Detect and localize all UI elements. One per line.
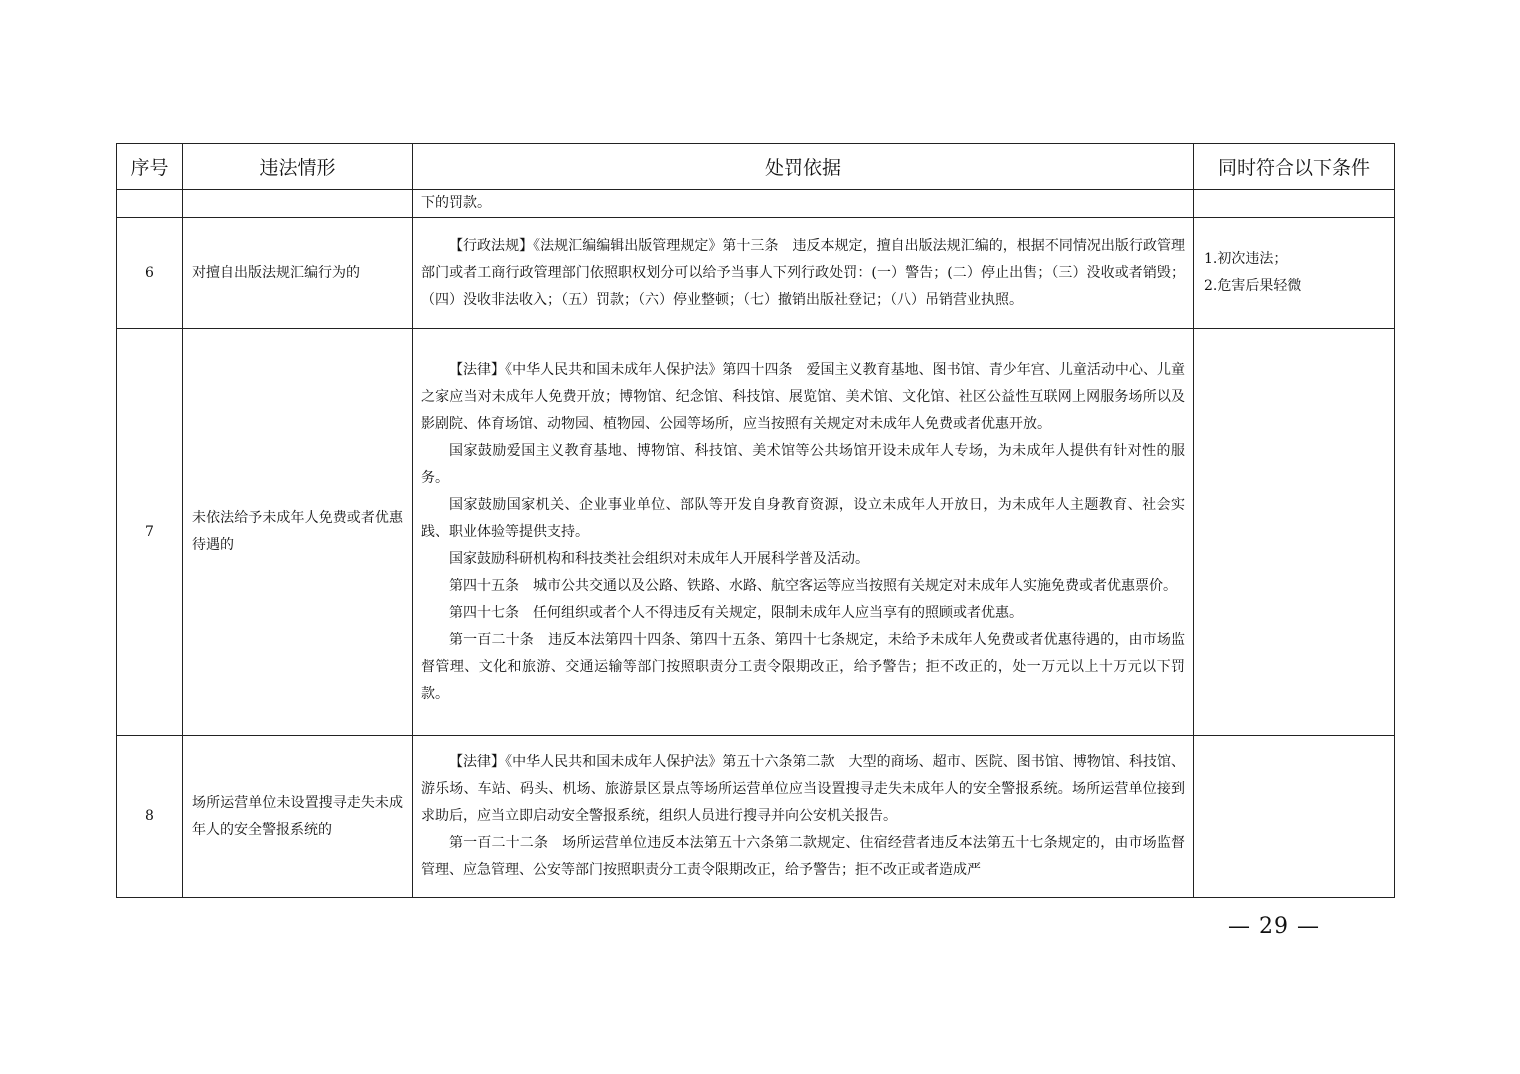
header-conditions: 同时符合以下条件 — [1194, 144, 1395, 190]
cell-conditions — [1194, 190, 1395, 218]
cell-no: 7 — [117, 329, 183, 736]
basis-paragraph: 国家鼓励科研机构和科技类社会组织对未成年人开展科学普及活动。 — [449, 550, 869, 567]
cell-basis — [413, 218, 1194, 329]
basis-paragraph: 【法律】《中华人民共和国未成年人保护法》第四十四条 爱国主义教育基地、图书馆、青少年宫、儿童活动中心、儿童之家应当对未成年人免费开放；博物馆、纪念馆、科技馆、展览馆、美术馆、文化馆、社区公益性互联网上网服务场所以及影剧院、体育场馆、动物园、植物园、公园等场所，应当按照有关规定对未成年人免费或者优惠开放。 — [421, 361, 1185, 432]
cell-case — [183, 329, 413, 736]
cell-conditions — [1194, 329, 1395, 736]
cell-basis — [413, 736, 1194, 898]
penalty-table — [116, 143, 1395, 898]
basis-paragraph: 第四十七条 任何组织或者个人不得违反有关规定，限制未成年人应当享有的照顾或者优惠。 — [449, 604, 1023, 621]
basis-paragraph: 国家鼓励爱国主义教育基地、博物馆、科技馆、美术馆等公共场馆开设未成年人专场，为未成年人提供有针对性的服务。 — [421, 442, 1185, 486]
header-basis: 处罚依据 — [413, 144, 1194, 190]
basis-paragraph: 国家鼓励国家机关、企业事业单位、部队等开发自身教育资源，设立未成年人开放日，为未成年人主题教育、社会实践、职业体验等提供支持。 — [421, 496, 1185, 540]
cell-basis — [413, 329, 1194, 736]
header-no: 序号 — [117, 144, 183, 190]
basis-paragraph: 下的罚款。 — [421, 195, 491, 211]
basis-paragraph: 【行政法规】《法规汇编编辑出版管理规定》第十三条 违反本规定，擅自出版法规汇编的，根据不同情况出版行政管理部门或者工商行政管理部门依照职权划分可以给予当事人下列行政处罚：(一）警告；(二）停止出售；（三）没收或者销毁；（四）没收非法收入；（五）罚款；（六）停业整顿；（七）撤销出版社登记；（八）吊销营业执照。 — [421, 237, 1185, 308]
table-row — [117, 329, 1395, 736]
table-row-continuation — [117, 190, 1395, 218]
cell-case — [183, 736, 413, 898]
cell-case — [183, 218, 413, 329]
basis-paragraph: 第一百二十条 违反本法第四十四条、第四十五条、第四十七条规定，未给予未成年人免费或者优惠待遇的，由市场监督管理、文化和旅游、交通运输等部门按照职责分工责令限期改正，给予警告；拒不改正的，处一万元以上十万元以下罚款。 — [421, 631, 1185, 702]
header-case: 违法情形 — [183, 144, 413, 190]
basis-paragraph: 【法律】《中华人民共和国未成年人保护法》第五十六条第二款 大型的商场、超市、医院、图书馆、博物馆、科技馆、游乐场、车站、码头、机场、旅游景区景点等场所运营单位应当设置搜寻走失未成年人的安全警报系统。场所运营单位接到求助后，应当立即启动安全警报系统，组织人员进行搜寻并向公安机关报告。 — [421, 754, 1185, 824]
cell-no: 6 — [117, 218, 183, 329]
case-text: 场所运营单位未设置搜寻走失未成年人的安全警报系统的 — [192, 794, 403, 838]
cell-conditions — [1194, 736, 1395, 898]
cell-no — [117, 190, 183, 218]
basis-paragraph: 第一百二十二条 场所运营单位违反本法第五十六条第二款规定、住宿经营者违反本法第五十七条规定的，由市场监督管理、应急管理、公安等部门按照职责分工责令限期改正，给予警告；拒不改正或者造成严 — [421, 835, 1185, 878]
cell-case — [183, 190, 413, 218]
cell-no: 8 — [117, 736, 183, 898]
table-row — [117, 736, 1395, 898]
cell-conditions — [1194, 218, 1395, 329]
basis-paragraph: 第四十五条 城市公共交通以及公路、铁路、水路、航空客运等应当按照有关规定对未成年人实施免费或者优惠票价。 — [449, 577, 1177, 594]
case-text: 未依法给予未成年人免费或者优惠待遇的 — [192, 510, 403, 553]
page-number: — 29 — — [1228, 914, 1320, 939]
table-row — [117, 218, 1395, 329]
condition-item: 1.初次违法； — [1204, 251, 1288, 267]
penalty-table-page — [116, 143, 1394, 898]
table-header-row — [117, 144, 1395, 190]
case-text: 对擅自出版法规汇编行为的 — [192, 264, 360, 281]
condition-item: 2.危害后果轻微 — [1204, 278, 1302, 294]
cell-basis — [413, 190, 1194, 218]
